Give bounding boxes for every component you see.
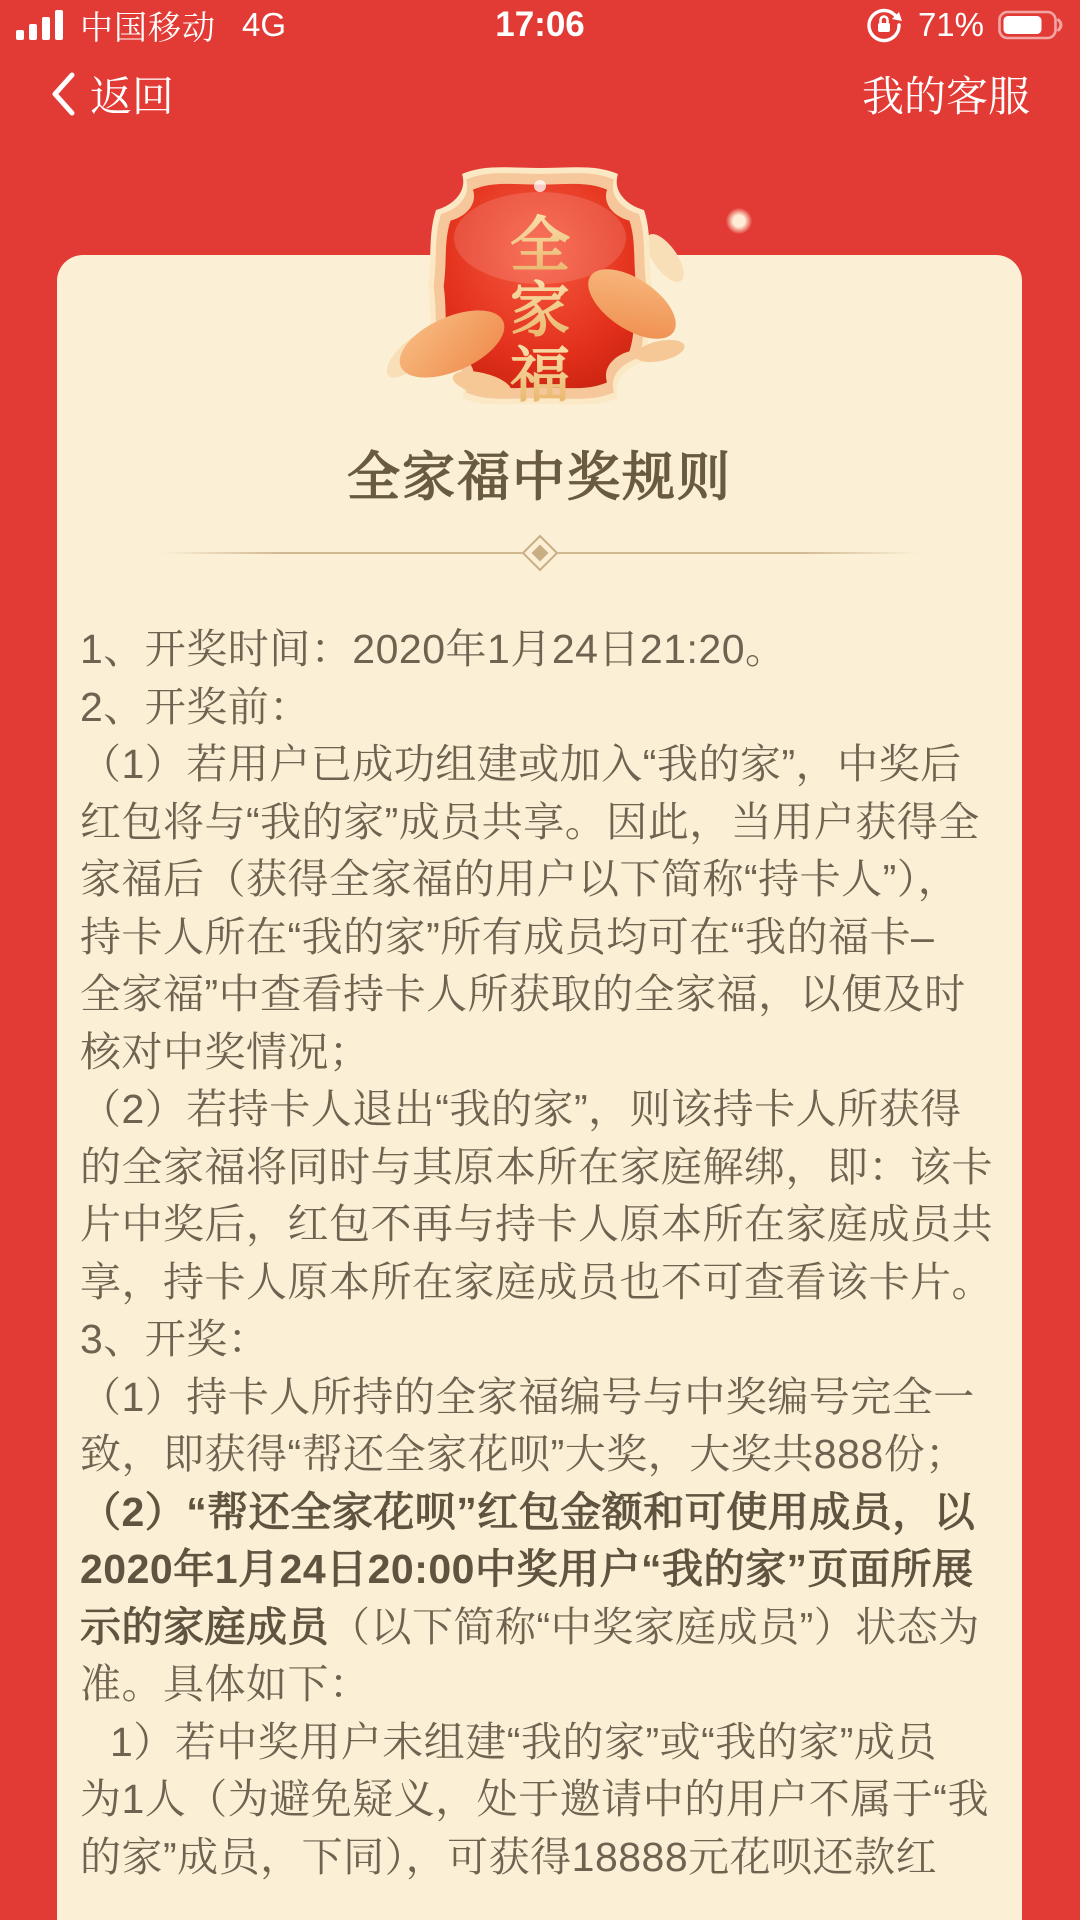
rule-line: 的全家福将同时与其原本所在家庭解绑，即：该卡 [80, 1143, 993, 1190]
rule-line: 准。具体如下： [80, 1661, 371, 1707]
clock-time: 17:06 [495, 5, 585, 44]
page-title: 全家福中奖规则 [347, 448, 732, 507]
rule-line: 持卡人所在“我的家”所有成员均可在“我的福卡– [80, 913, 935, 960]
network-type-label: 4G [242, 6, 287, 43]
status-bar [0, 0, 1080, 50]
rule-line: （2）若持卡人退出“我的家”，则该持卡人所获得 [80, 1086, 962, 1132]
rule-line: 2020年1月24日20:00中奖用户“我的家”页面所展 [80, 1546, 974, 1592]
rule-line: 家福后（获得全家福的用户以下简称“持卡人”）， [80, 856, 960, 902]
rule-line: 红包将与“我的家”成员共享。因此，当用户获得全 [80, 798, 980, 845]
orientation-lock-icon [864, 5, 904, 45]
seal-badge-icon [360, 146, 720, 430]
nav-bar [0, 50, 1080, 138]
chevron-left-icon [50, 71, 76, 117]
rule-line: 致，即获得“帮还全家花呗”大奖，大奖共888份； [80, 1431, 967, 1477]
rule-line: 示的家庭成员（以下简称“中奖家庭成员”）状态为 [80, 1603, 980, 1650]
rule-line: （1）持卡人所持的全家福编号与中奖编号完全一 [80, 1373, 975, 1420]
family-fortune-badge [360, 146, 720, 430]
rule-line: 3、开奖： [80, 1316, 270, 1362]
rules-page [0, 138, 1080, 1920]
rule-line: 片中奖后，红包不再与持卡人原本所在家庭成员共 [80, 1201, 993, 1247]
badge-char-3: 福 [510, 342, 570, 409]
battery-icon [998, 9, 1064, 41]
rules-card [57, 255, 1022, 1920]
ornamental-divider [160, 535, 920, 571]
back-button-label: 返回 [90, 73, 175, 120]
rule-line: 为1人（为避免疑义，处于邀请中的用户不属于“我 [80, 1776, 989, 1822]
rule-line: 享，持卡人原本所在家庭成员也不可查看该卡片。 [80, 1258, 993, 1305]
back-button[interactable] [50, 64, 174, 124]
carrier-label: 中国移动 [80, 8, 216, 46]
badge-char-2: 家 [510, 277, 570, 344]
rule-line: 全家福”中查看持卡人所获取的全家福，以便及时 [80, 971, 966, 1017]
rule-line: （1）若用户已成功组建或加入“我的家”，中奖后 [80, 741, 962, 787]
sparkle-dot-icon [726, 208, 752, 234]
rule-line: 核对中奖情况； [80, 1028, 371, 1075]
battery-percent-label: 71% [917, 6, 984, 43]
customer-service-button[interactable]: 我的客服 [861, 73, 1030, 120]
rule-line: 2、开奖前： [80, 683, 311, 730]
rule-line: 1）若中奖用户未组建“我的家”或“我的家”成员 [110, 1718, 937, 1765]
rules-text [57, 621, 1022, 1886]
signal-strength-icon [16, 8, 68, 42]
badge-char-1: 全 [510, 212, 570, 279]
rule-line: 的家”成员，下同），可获得18888元花呗还款红 [80, 1833, 938, 1880]
status-right [864, 5, 1064, 45]
rule-line: （2）“帮还全家花呗”红包金额和可使用成员，以 [80, 1488, 976, 1535]
rule-line: 1、开奖时间：2020年1月24日21:20。 [80, 626, 787, 672]
status-left [16, 2, 286, 49]
